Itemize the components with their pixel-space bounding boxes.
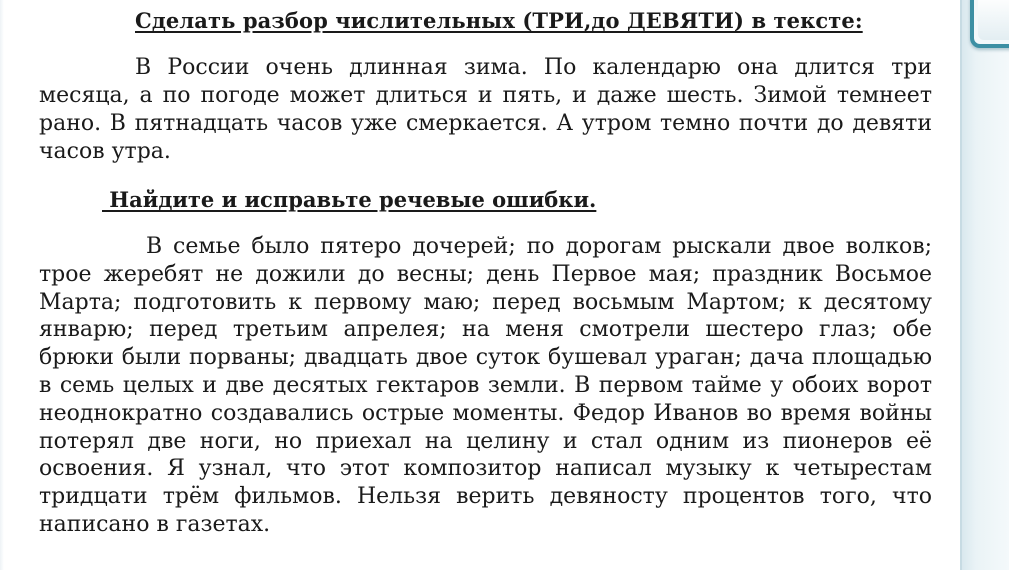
corner-button-face [978, 0, 1009, 40]
corner-button-icon[interactable] [970, 0, 1009, 48]
task2-text: В семье было пятеро дочерей; по дорогам рыскали двое волков; трое жеребят не дожили до весны; день Первое мая; праздник Восьмое Марта; подготовить к первому маю; перед восьмым Мартом; к десятому январю; перед третьим апрелея; на меня смотрели шестеро глаз; обе брюки были порваны; двадцать двое суток бушевал ураган; дача площадью в семь целых и две десятых гектаров земли. В первом тайме у обоих ворот неоднократно создавались острые моменты. Федор Иванов во время войны потерял две ноги, но приехал на целину и стал одним из пионеров её освоения. Я узнал, что этот композитор написал музыку к четырестам тридцати трём фильмов. Нельзя верить девяносту процентов того, что написано в газетах. [39, 234, 932, 537]
side-panel [960, 0, 1009, 570]
task1-heading: Сделать разбор числительных (ТРИ,до ДЕВЯТИ) в тексте: [135, 8, 863, 33]
page-left-edge [0, 0, 4, 570]
task1-text: В России очень длинная зима. По календарю она длится три месяца, а по погоде может длиться и пять, и даже шесть. Зимой темнеет рано. В пятнадцать часов уже смеркается. А утром темно почти до девяти часов утра. [39, 55, 932, 164]
task2-heading: Найдите и исправьте речевые ошибки. [102, 187, 597, 212]
